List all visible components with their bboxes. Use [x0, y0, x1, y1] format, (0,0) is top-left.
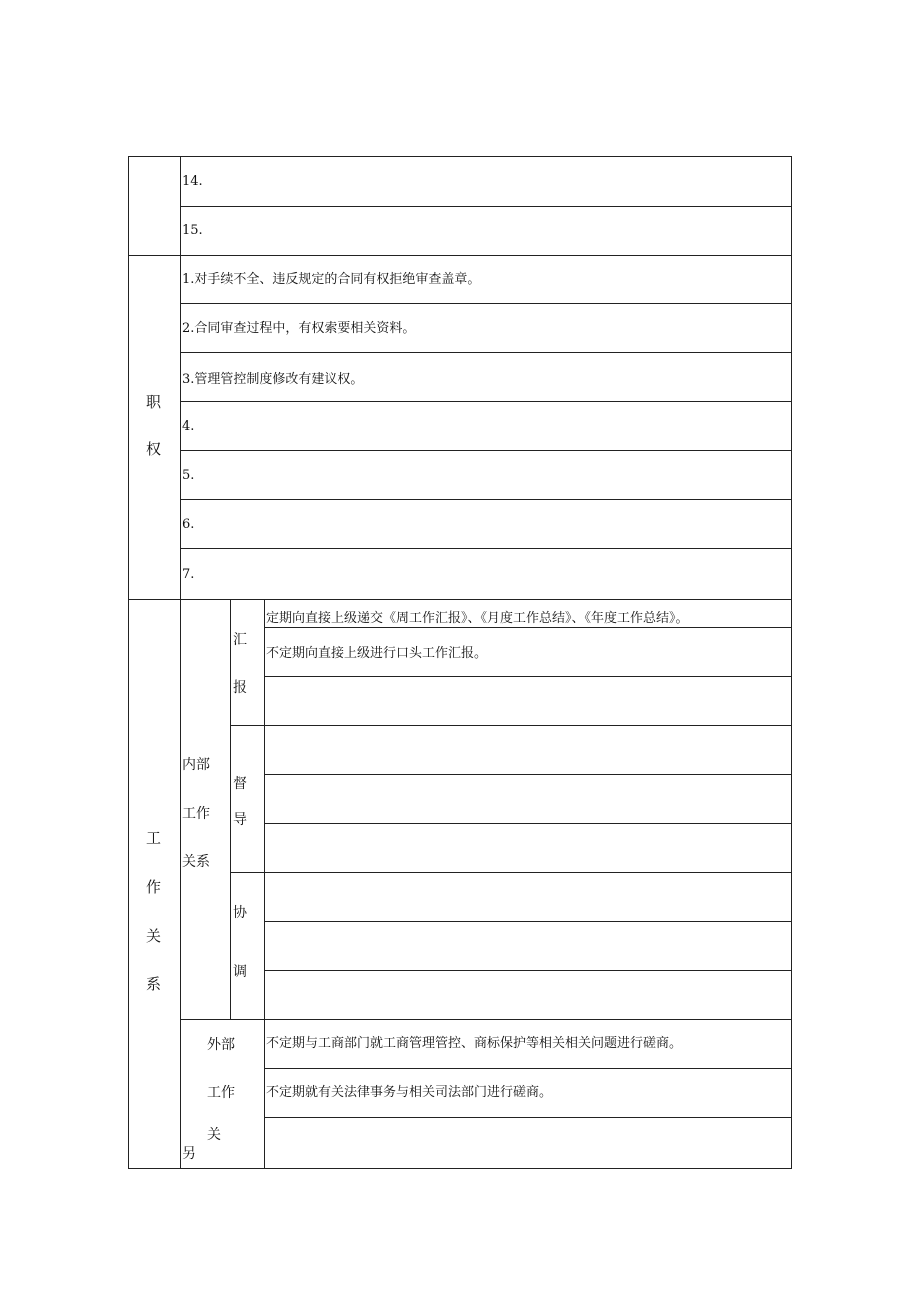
report-item: 定期向直接上级递交《周工作汇报》、《月度工作总结》、《年度工作总结》。 [266, 611, 689, 626]
section-label-work-relations-char4: 系 [146, 975, 162, 993]
row-divider [264, 676, 792, 677]
row-divider [180, 450, 792, 451]
supervision-label-char1: 督 [233, 776, 247, 792]
table-border-left [128, 156, 129, 1169]
coordination-label-char2: 调 [233, 964, 247, 980]
column-divider [264, 599, 265, 1169]
authority-item: 2.合同审查过程中，有权索要相关资料。 [182, 321, 416, 336]
row-divider [264, 627, 792, 628]
row-divider [180, 499, 792, 500]
row-divider [180, 352, 792, 353]
external-relations-label-line2: 工作 [207, 1085, 235, 1101]
table-border-right [791, 156, 792, 1169]
authority-item: 1.对手续不全、违反规定的合同有权拒绝审查盖章。 [182, 272, 481, 287]
row-divider [180, 206, 792, 207]
row-divider [264, 823, 792, 824]
row-divider [180, 401, 792, 402]
internal-relations-label-line2: 工作 [182, 806, 210, 822]
external-relations-label-line4: 另 [182, 1146, 196, 1162]
section-label-work-relations-char2: 作 [146, 878, 162, 896]
supervision-label-char2: 导 [233, 812, 247, 828]
row-divider [180, 1019, 792, 1020]
row-divider [264, 921, 792, 922]
authority-item: 5. [182, 468, 195, 483]
section-label-work-relations-char1: 工 [146, 829, 162, 847]
authority-item: 7. [182, 567, 195, 582]
row-divider [128, 599, 792, 600]
section-label-work-relations-char3: 关 [146, 927, 162, 945]
authority-item: 6. [182, 517, 195, 532]
external-relations-label-line1: 外部 [207, 1037, 235, 1053]
row-divider [264, 774, 792, 775]
row-divider [264, 1117, 792, 1118]
internal-relations-label-line3: 关系 [182, 854, 210, 870]
row-number-14: 14. [182, 174, 203, 189]
row-divider [264, 1068, 792, 1069]
row-number-15: 15. [182, 223, 203, 238]
row-divider [128, 255, 792, 256]
row-divider [230, 725, 792, 726]
coordination-label-char1: 协 [233, 905, 247, 921]
report-label-char2: 报 [233, 680, 247, 696]
authority-item: 4. [182, 419, 195, 434]
table-border-bottom [128, 1168, 792, 1169]
section-label-authority-char1: 职 [146, 393, 162, 411]
row-divider [264, 970, 792, 971]
report-item: 不定期向直接上级进行口头工作汇报。 [266, 646, 488, 661]
external-relations-label-line3: 关 [207, 1127, 221, 1143]
report-label-char1: 汇 [233, 632, 247, 648]
row-divider [180, 548, 792, 549]
column-divider [230, 599, 231, 1019]
row-divider [230, 872, 792, 873]
column-divider [180, 156, 181, 1169]
external-item: 不定期与工商部门就工商管理管控、商标保护等相关相关问题进行磋商。 [266, 1036, 683, 1051]
row-divider [180, 303, 792, 304]
external-item: 不定期就有关法律事务与相关司法部门进行磋商。 [266, 1085, 553, 1100]
internal-relations-label-line1: 内部 [182, 757, 210, 773]
section-label-authority-char2: 权 [146, 440, 162, 458]
authority-item: 3.管理管控制度修改有建议权。 [182, 372, 364, 387]
table-border-top [128, 156, 792, 157]
